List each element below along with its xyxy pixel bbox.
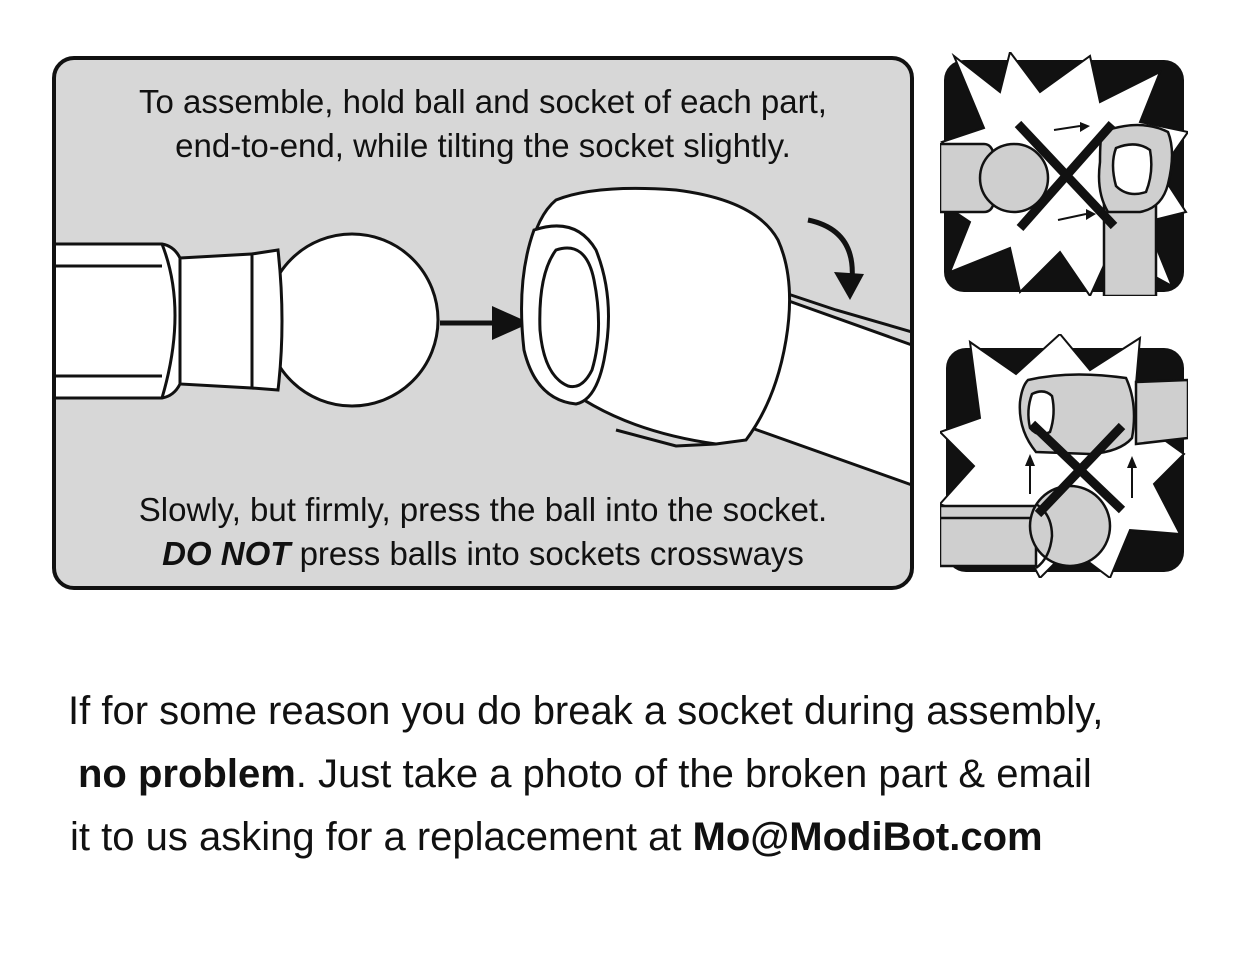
no-problem-emphasis: no problem	[78, 752, 296, 796]
note-line	[60, 806, 1200, 869]
note-text: it to us asking for a replacement at	[70, 815, 693, 859]
note-rest: . Just take a photo of the broken part & email	[295, 752, 1092, 796]
curved-arrow-icon	[808, 220, 864, 300]
top-instructions	[56, 80, 910, 168]
instruction-line	[56, 532, 910, 576]
instruction-panel	[52, 56, 914, 590]
instruction-line: Slowly, but firmly, press the ball into the socket.	[138, 491, 828, 528]
support-email: Mo@ModiBot.com	[692, 815, 1043, 859]
note-line: If for some reason you do break a socket during assembly,	[68, 689, 1104, 733]
do-not-emphasis: DO NOT	[162, 535, 291, 572]
note-line	[60, 743, 1200, 806]
burst-x-icon	[940, 52, 1188, 296]
replacement-note	[60, 680, 1200, 869]
instruction-line: To assemble, hold ball and socket of each part,	[139, 83, 827, 120]
ball-joint-icon	[56, 234, 438, 406]
instruction-rest: press balls into sockets crossways	[290, 535, 804, 572]
bottom-instructions	[56, 488, 910, 576]
instruction-line: end-to-end, while tilting the socket slightly.	[175, 127, 791, 164]
warning-panel-wrong-angle	[940, 52, 1188, 296]
burst-x-icon	[940, 334, 1188, 578]
arrow-right-icon	[440, 306, 530, 340]
warning-panel-crossways	[940, 334, 1188, 578]
socket-icon	[522, 188, 914, 490]
